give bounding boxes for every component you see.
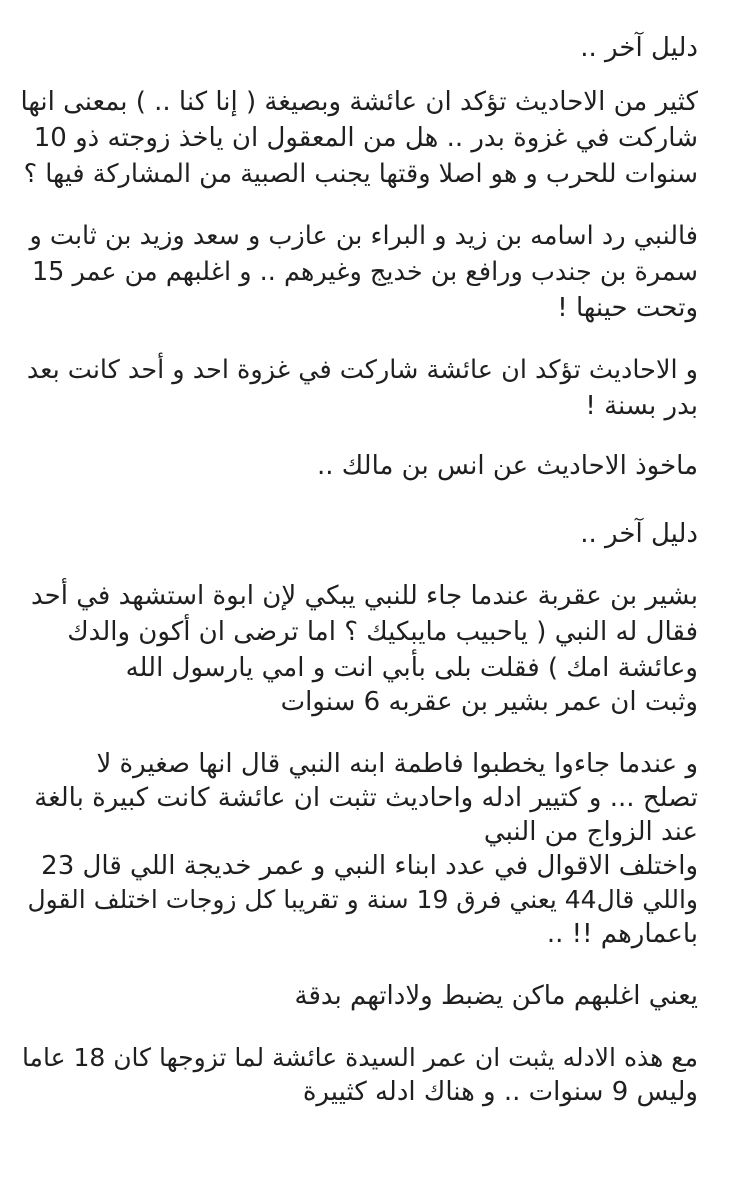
text-line: دليل آخر .. bbox=[580, 519, 698, 549]
text-line: وتحت حينها ! bbox=[557, 293, 698, 323]
text-line: عند الزواج من النبي bbox=[483, 817, 698, 847]
text-line: باعمارهم !! .. bbox=[546, 919, 698, 949]
text-line: فالنبي رد اسامه بن زيد و البراء بن عازب و سعد وزيد بن ثابت و bbox=[29, 221, 698, 251]
text-line: وليس 9 سنوات .. و هناك ادله كثييرة bbox=[302, 1077, 698, 1107]
text-line: كثير من الاحاديث تؤكد ان عائشة وبصيغة ( إنا كنا .. ) بمعنى انها bbox=[20, 87, 698, 117]
text-line: و الاحاديث تؤكد ان عائشة شاركت في غزوة احد و أحد كانت بعد bbox=[26, 355, 698, 385]
text-line: مع هذه الادله يثبت ان عمر السيدة عائشة لما تزوجها كان 18 عاما bbox=[21, 1043, 698, 1072]
text-line: ماخوذ الاحاديث عن انس بن مالك .. bbox=[316, 451, 698, 481]
text-line: واختلف الاقوال في عدد ابناء النبي و عمر خديجة اللي قال 23 bbox=[41, 851, 698, 881]
text-line: بدر بسنة ! bbox=[585, 391, 698, 421]
text-line: بشير بن عقربة عندما جاء للنبي يبكي لإن ابوة استشهد في أحد bbox=[31, 581, 698, 611]
text-line: يعني اغلبهم ماكن يضبط ولاداتهم بدقة bbox=[294, 981, 698, 1011]
text-line: واللي قال44 يعني فرق 19 سنة و تقريبا كل زوجات اختلف القول bbox=[27, 885, 698, 914]
text-line: شاركت في غزوة بدر .. هل من المعقول ان ياخذ زوجته ذو 10 bbox=[33, 123, 698, 153]
text-line: سنوات للحرب و هو اصلا وقتها يجنب الصبية من المشاركة فيها ؟ bbox=[23, 159, 698, 189]
text-line: وعائشة امك ) فقلت بلى بأبي انت و امي يارسول الله bbox=[125, 653, 698, 683]
text-line: تصلح ... و كتيير ادله واحاديث تثبت ان عائشة كانت كبيرة بالغة bbox=[34, 783, 698, 813]
text-line: سمرة بن جندب ورافع بن خديج وغيرهم .. و اغلبهم من عمر 15 bbox=[31, 257, 698, 287]
text-line: و عندما جاءوا يخطبوا فاطمة ابنه النبي قال انها صغيرة لا bbox=[96, 749, 698, 779]
text-line: وثبت ان عمر بشير بن عقربه 6 سنوات bbox=[280, 687, 698, 717]
text-line: فقال له النبي ( ياحبيب مايبكيك ؟ اما ترضى ان أكون والدك bbox=[67, 617, 698, 647]
text-line: دليل آخر .. bbox=[580, 33, 698, 63]
